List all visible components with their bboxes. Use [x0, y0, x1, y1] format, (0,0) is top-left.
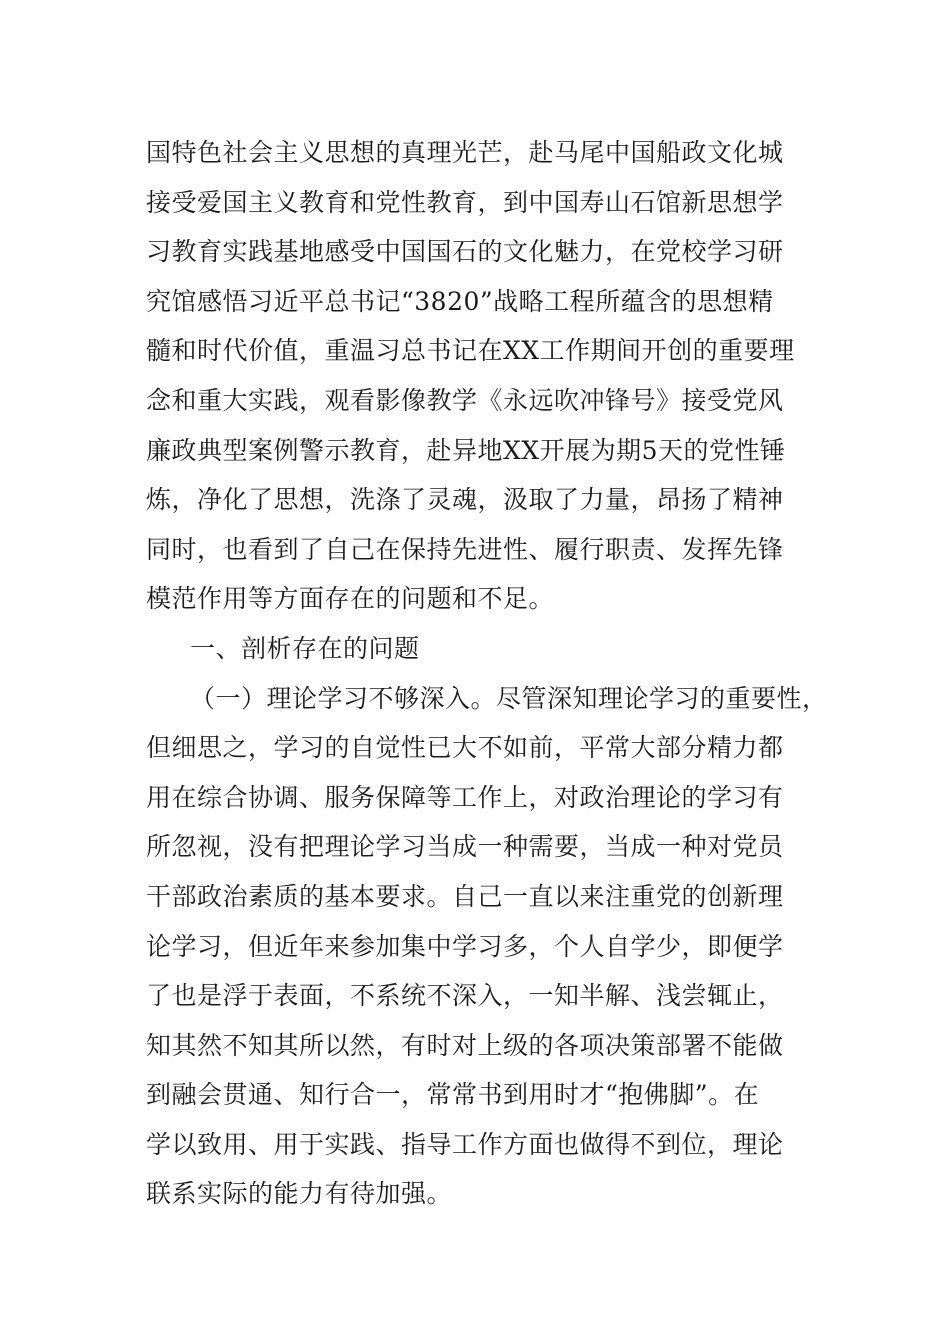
text-line: 学以致用、用于实践、指导工作方面也做得不到位，理论 — [146, 1129, 784, 1159]
text-line: 了也是浮于表面，不系统不深入，一知半解、浅尝辄止， — [146, 981, 784, 1011]
text-line: 论学习，但近年来参加集中学习多，个人自学少，即便学 — [146, 931, 784, 961]
text-line: 到融会贯通、知行合一，常常书到用时才“抱佛脚”。在 — [146, 1080, 760, 1110]
text-line: 所忽视，没有把理论学习当成一种需要，当成一种对党员 — [146, 832, 784, 862]
document-body — [146, 128, 846, 1219]
text-line: 髓和时代价值，重温习总书记在XX工作期间开创的重要理 — [146, 336, 795, 366]
text-line: 模范作用等方面存在的问题和不足。 — [146, 584, 555, 614]
text-line: 知其然不知其所以然，有时对上级的各项决策部署不能做 — [146, 1030, 784, 1060]
text-line: 习教育实践基地感受中国国石的文化魅力，在党校学习研 — [146, 237, 784, 267]
text-line: 用在综合协调、服务保障等工作上，对政治理论的学习有 — [146, 782, 784, 812]
section-heading: 一、剖析存在的问题 — [190, 633, 420, 663]
text-line: 干部政治素质的基本要求。自己一直以来注重党的创新理 — [146, 881, 784, 911]
text-line: 接受爱国主义教育和党性教育，到中国寿山石馆新思想学 — [146, 187, 784, 217]
text-line: 念和重大实践，观看影像教学《永远吹冲锋号》接受党风 — [146, 385, 784, 415]
text-line: 联系实际的能力有待加强。 — [146, 1179, 453, 1209]
text-line: 国特色社会主义思想的真理光芒，赴马尾中国船政文化城 — [146, 138, 784, 167]
subsection-heading-line: （一）理论学习不够深入。尽管深知理论学习的重要性， — [190, 683, 828, 713]
text-line: 廉政典型案例警示教育，赴异地XX开展为期5天的党性锤 — [146, 435, 786, 465]
text-line: 炼，净化了思想，洗涤了灵魂，汲取了力量，昂扬了精神 — [146, 485, 784, 515]
text-line: 但细思之，学习的自觉性已大不如前，平常大部分精力都 — [146, 733, 784, 763]
text-line: 同时，也看到了自己在保持先进性、履行职责、发挥先锋 — [146, 534, 784, 564]
text-line: 究馆感悟习近平总书记“3820”战略工程所蕴含的思想精 — [146, 286, 774, 316]
